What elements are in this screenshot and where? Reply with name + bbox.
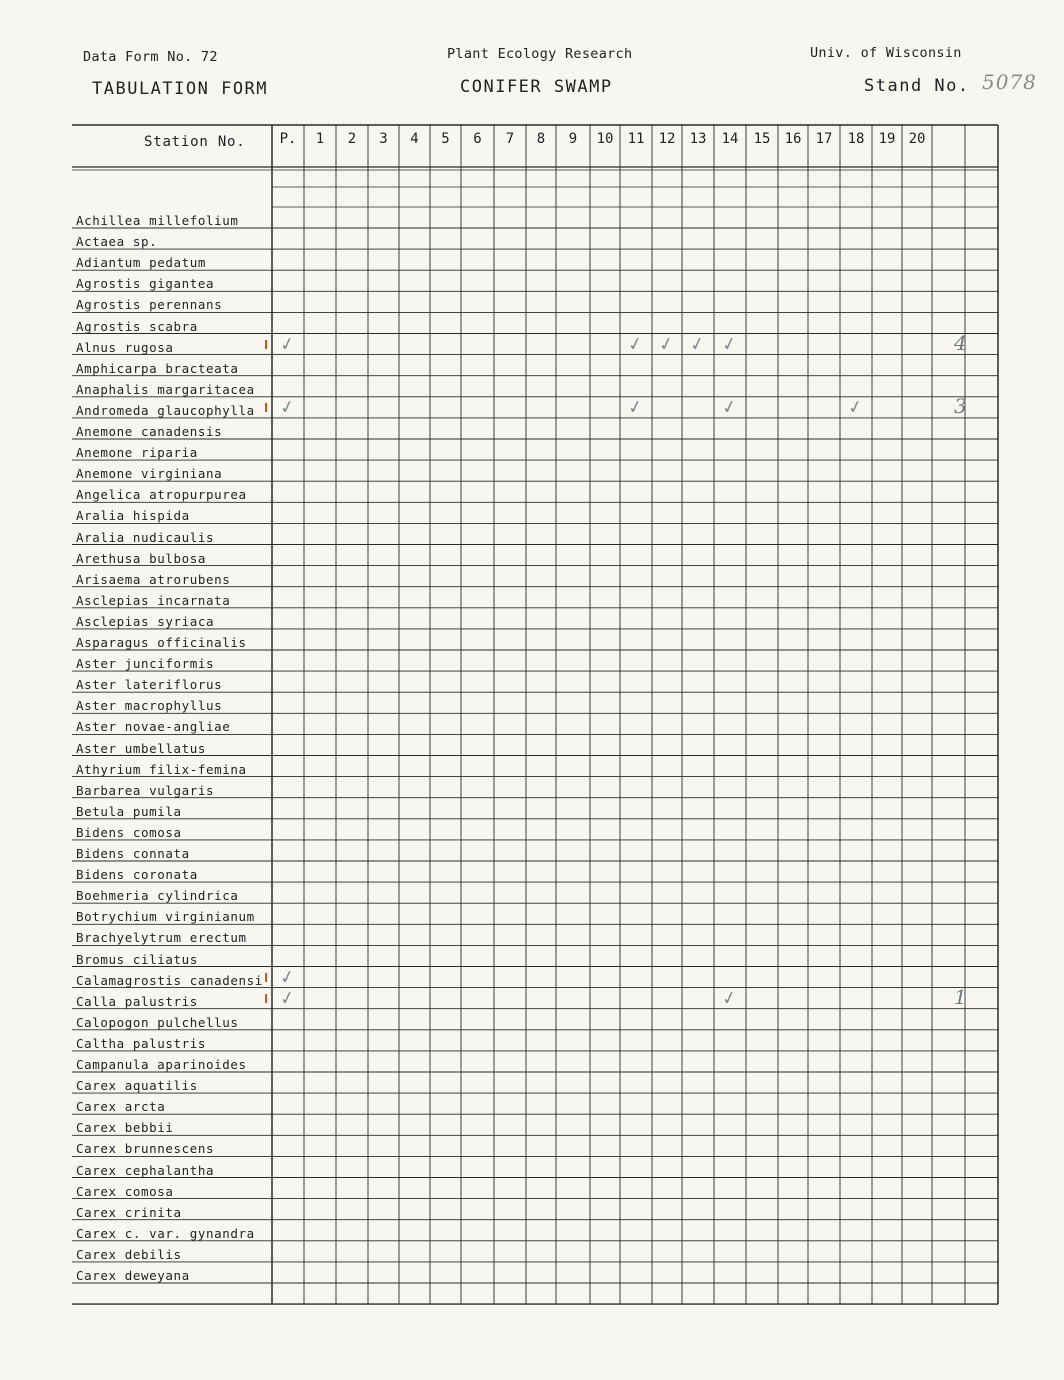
- species-name: Campanula aparinoides: [76, 1057, 247, 1072]
- red-tick-mark: [265, 403, 267, 412]
- column-header: 13: [689, 131, 707, 147]
- species-name: Asclepias incarnata: [76, 592, 231, 608]
- species-name: Aralia hispida: [76, 508, 190, 524]
- species-count: 4: [954, 330, 967, 355]
- species-name: Anaphalis margaritacea: [76, 381, 255, 397]
- species-name: Anemone canadensis: [76, 424, 223, 439]
- research-label: Plant Ecology Research: [447, 46, 633, 62]
- column-header: 9: [568, 131, 578, 147]
- species-name: Aster umbellatus: [76, 740, 207, 756]
- column-header: 7: [505, 131, 515, 147]
- species-name: Anemone riparia: [76, 445, 198, 461]
- stand-number-value: 5078: [982, 70, 1037, 94]
- check-mark: ✓: [656, 332, 677, 356]
- check-mark: ✓: [625, 332, 646, 356]
- check-mark: ✓: [845, 395, 866, 420]
- species-name: Aster macrophyllus: [76, 698, 223, 714]
- species-name: Andromeda glaucophylla: [76, 402, 255, 418]
- species-count: 3: [954, 393, 967, 418]
- species-name: Amphicarpa bracteata: [76, 360, 239, 376]
- column-header: 17: [815, 131, 833, 147]
- species-name: Calopogon pulchellus: [76, 1014, 239, 1030]
- check-mark: ✓: [277, 965, 298, 989]
- column-header: 3: [379, 131, 388, 147]
- species-name: Carex arcta: [76, 1099, 166, 1115]
- species-name: Calla palustris: [76, 993, 198, 1009]
- species-name: Carex aquatilis: [76, 1078, 198, 1094]
- check-mark: ✓: [719, 332, 740, 356]
- species-name: Carex crinita: [76, 1204, 182, 1220]
- column-header: 11: [627, 131, 645, 147]
- species-count: 1: [954, 984, 967, 1009]
- column-header: 14: [721, 131, 739, 147]
- red-tick-mark: [265, 994, 267, 1003]
- column-header: 16: [784, 131, 802, 147]
- species-name: Agrostis gigantea: [76, 276, 215, 292]
- red-tick-mark: [265, 340, 267, 349]
- species-name: Agrostis scabra: [76, 318, 198, 334]
- species-name: Actaea sp.: [76, 234, 158, 250]
- species-name: Athyrium filix-femina: [76, 761, 247, 777]
- form-title: TABULATION FORM: [92, 79, 269, 99]
- column-header: 15: [753, 131, 771, 147]
- species-name: Asclepias syriaca: [76, 613, 215, 629]
- species-name: Angelica atropurpurea: [76, 487, 247, 503]
- column-header: 18: [847, 131, 865, 147]
- species-name: Arisaema atrorubens: [76, 571, 231, 587]
- column-header: 4: [410, 131, 419, 147]
- species-name: Bidens coronata: [76, 867, 198, 883]
- species-name: Bromus ciliatus: [76, 951, 198, 967]
- species-name: Aralia nudicaulis: [76, 529, 215, 545]
- column-header: 19: [878, 131, 896, 147]
- species-name: Botrychium virginianum: [76, 909, 255, 925]
- species-name: Agrostis perennans: [76, 297, 223, 313]
- species-name: Asparagus officinalis: [76, 635, 247, 650]
- column-header: 1: [315, 131, 325, 147]
- species-name: Arethusa bulbosa: [76, 550, 207, 566]
- red-tick-mark: [265, 973, 267, 982]
- species-name: Bidens comosa: [76, 824, 182, 840]
- column-header: 8: [536, 131, 546, 147]
- column-header: 2: [347, 131, 357, 147]
- column-header: 12: [658, 131, 676, 147]
- stand-number-label: Stand No.: [864, 76, 970, 96]
- species-name: Carex cephalantha: [76, 1162, 215, 1178]
- species-name: Calamagrostis canadensi: [76, 972, 263, 988]
- species-name: Barbarea vulgaris: [76, 782, 215, 798]
- species-name: Aster lateriflorus: [76, 677, 223, 693]
- station-number-label: Station No.: [144, 134, 246, 150]
- column-header: 5: [441, 131, 450, 147]
- check-mark: ✓: [277, 395, 298, 420]
- species-name: Aster junciformis: [76, 656, 215, 672]
- species-name: Bidens connata: [76, 846, 190, 861]
- species-name: Carex debilis: [76, 1246, 182, 1262]
- check-mark: ✓: [687, 332, 708, 356]
- check-mark: ✓: [719, 395, 740, 420]
- species-name: Betula pumila: [76, 803, 182, 819]
- species-name: Achillea millefolium: [76, 213, 239, 228]
- check-mark: ✓: [625, 395, 646, 420]
- species-name: Boehmeria cylindrica: [76, 888, 239, 904]
- species-name: Caltha palustris: [76, 1035, 207, 1051]
- column-header: P.: [279, 131, 297, 147]
- species-name: Carex comosa: [76, 1183, 174, 1199]
- check-mark: ✓: [277, 986, 298, 1011]
- species-name: Anemone virginiana: [76, 466, 223, 482]
- species-name: Adiantum pedatum: [76, 255, 207, 271]
- column-header: 10: [596, 131, 614, 147]
- species-name: Alnus rugosa: [76, 339, 174, 355]
- form-number: Data Form No. 72: [83, 49, 218, 65]
- species-name: Aster novae-angliae: [76, 719, 231, 735]
- species-name: Brachyelytrum erectum: [76, 930, 247, 946]
- column-header: 6: [473, 131, 482, 147]
- check-mark: ✓: [719, 986, 740, 1011]
- university-label: Univ. of Wisconsin: [810, 45, 962, 61]
- species-name: Carex c. var. gynandra: [76, 1225, 255, 1241]
- species-name: Carex deweyana: [76, 1268, 190, 1283]
- column-header: 20: [908, 131, 926, 147]
- community-title: CONIFER SWAMP: [460, 77, 613, 97]
- species-name: Carex brunnescens: [76, 1141, 215, 1157]
- check-mark: ✓: [277, 332, 298, 356]
- species-name: Carex bebbii: [76, 1120, 174, 1136]
